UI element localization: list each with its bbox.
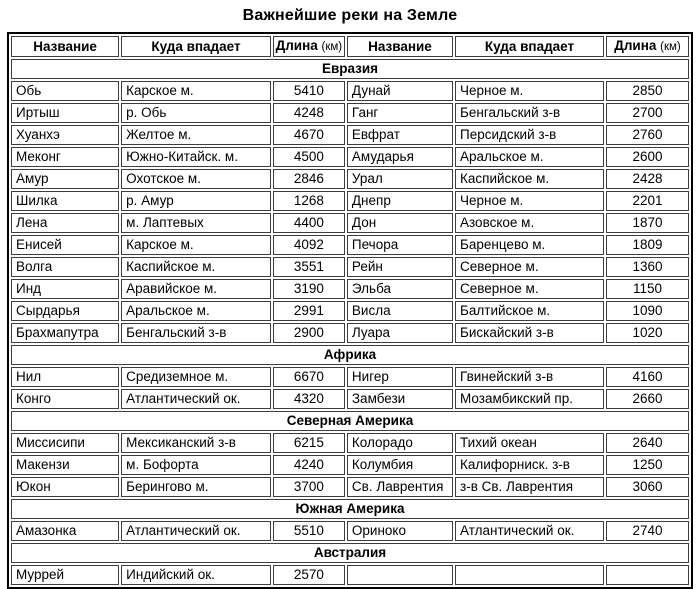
river-name-cell: Иртыш [11,103,119,123]
river-name-cell: Дунай [347,81,453,101]
river-name-cell [347,565,453,585]
river-dest-cell: р. Амур [121,191,271,211]
river-length-cell: 1150 [606,279,689,299]
header-length-left [273,36,345,57]
river-dest-cell: Карское м. [121,235,271,255]
section-header: Евразия [11,59,689,79]
river-name-cell: Рейн [347,257,453,277]
table-row [11,125,689,145]
river-dest-cell: Охотское м. [121,169,271,189]
river-length-cell: 4670 [273,125,345,145]
river-length-cell: 6215 [273,433,345,453]
river-name-cell: Дон [347,213,453,233]
river-length-cell: 4240 [273,455,345,475]
river-dest-cell [455,565,604,585]
river-dest-cell: Каспийское м. [455,169,604,189]
river-dest-cell: Северное м. [455,257,604,277]
river-length-cell: 2850 [606,81,689,101]
river-name-cell: Нил [11,367,119,387]
river-name-cell: Енисей [11,235,119,255]
section-header: Северная Америка [11,411,689,431]
river-length-cell: 2900 [273,323,345,343]
river-name-cell: Висла [347,301,453,321]
river-dest-cell: Атлантический ок. [455,521,604,541]
river-length-cell: 5410 [273,81,345,101]
river-name-cell: Хуанхэ [11,125,119,145]
river-length-cell: 1250 [606,455,689,475]
river-length-cell: 5510 [273,521,345,541]
river-length-cell: 4320 [273,389,345,409]
river-length-cell: 3551 [273,257,345,277]
table-row [11,169,689,189]
river-dest-cell: Северное м. [455,279,604,299]
river-name-cell: Замбези [347,389,453,409]
river-dest-cell: Индийский ок. [121,565,271,585]
river-name-cell: Нигер [347,367,453,387]
rivers-table [7,32,693,589]
river-name-cell: Шилка [11,191,119,211]
river-dest-cell: Мозамбикский пр. [455,389,604,409]
river-name-cell: Лена [11,213,119,233]
header-length-label: Длина [275,38,318,53]
header-length-right [606,36,689,57]
river-length-cell: 1809 [606,235,689,255]
section-header: Австралия [11,543,689,563]
river-dest-cell: р. Обь [121,103,271,123]
river-length-cell: 3700 [273,477,345,497]
river-dest-cell: м. Бофорта [121,455,271,475]
river-length-cell: 4248 [273,103,345,123]
page-title: Важнейшие реки на Земле [242,7,458,24]
table-row [11,301,689,321]
table-row [11,455,689,475]
table-row [11,235,689,255]
river-dest-cell: Калифорниск. з-в [455,455,604,475]
river-length-cell: 2570 [273,565,345,585]
table-row [11,477,689,497]
table-row [11,279,689,299]
river-length-cell: 2846 [273,169,345,189]
header-dest-right: Куда впадает [455,36,604,57]
river-dest-cell: Черное м. [455,81,604,101]
section-row [11,345,689,365]
river-name-cell: Печора [347,235,453,255]
table-row [11,213,689,233]
river-name-cell: Св. Лаврентия [347,477,453,497]
table-row [11,367,689,387]
river-length-cell: 4160 [606,367,689,387]
river-dest-cell: Аральское м. [455,147,604,167]
river-dest-cell: Желтое м. [121,125,271,145]
header-name-left: Название [11,36,119,57]
river-length-cell: 2991 [273,301,345,321]
river-dest-cell: Атлантический ок. [121,521,271,541]
river-dest-cell: м. Лаптевых [121,213,271,233]
river-name-cell: Ориноко [347,521,453,541]
section-header: Южная Америка [11,499,689,519]
river-length-cell: 3190 [273,279,345,299]
river-dest-cell: Азовское м. [455,213,604,233]
river-length-cell: 2660 [606,389,689,409]
river-dest-cell: Бискайский з-в [455,323,604,343]
header-name-right: Название [347,36,453,57]
table-row [11,389,689,409]
river-dest-cell: Средиземное м. [121,367,271,387]
river-dest-cell: Гвинейский з-в [455,367,604,387]
river-length-cell: 2201 [606,191,689,211]
river-name-cell: Обь [11,81,119,101]
river-dest-cell: Карское м. [121,81,271,101]
river-dest-cell: Балтийское м. [455,301,604,321]
river-length-cell [606,565,689,585]
river-name-cell: Эльба [347,279,453,299]
river-length-cell: 2640 [606,433,689,453]
section-header: Африка [11,345,689,365]
river-name-cell: Луара [347,323,453,343]
river-dest-cell: Аральское м. [121,301,271,321]
river-name-cell: Колорадо [347,433,453,453]
river-length-cell: 4500 [273,147,345,167]
river-dest-cell: Атлантический ок. [121,389,271,409]
river-name-cell: Евфрат [347,125,453,145]
table-row [11,565,689,585]
river-name-cell: Ганг [347,103,453,123]
river-name-cell: Инд [11,279,119,299]
river-length-cell: 1268 [273,191,345,211]
table-row [11,81,689,101]
header-length-unit: (км) [660,41,681,53]
river-length-cell: 1360 [606,257,689,277]
section-row [11,411,689,431]
table-row [11,433,689,453]
river-name-cell: Амударья [347,147,453,167]
river-name-cell: Амур [11,169,119,189]
river-name-cell: Юкон [11,477,119,497]
river-name-cell: Макензи [11,455,119,475]
river-name-cell: Амазонка [11,521,119,541]
river-length-cell: 2600 [606,147,689,167]
header-dest-left: Куда впадает [121,36,271,57]
river-length-cell: 3060 [606,477,689,497]
river-name-cell: Сырдарья [11,301,119,321]
river-name-cell: Миссисипи [11,433,119,453]
river-length-cell: 2428 [606,169,689,189]
river-length-cell: 2700 [606,103,689,123]
river-dest-cell: Каспийское м. [121,257,271,277]
river-dest-cell: Бенгальский з-в [455,103,604,123]
river-name-cell: Меконг [11,147,119,167]
river-dest-cell: Аравийское м. [121,279,271,299]
river-length-cell: 1090 [606,301,689,321]
table-row [11,103,689,123]
table-row [11,257,689,277]
table-header-row [11,36,689,57]
river-name-cell: Волга [11,257,119,277]
table-row [11,191,689,211]
river-name-cell: Муррей [11,565,119,585]
river-length-cell: 1020 [606,323,689,343]
header-length-label: Длина [614,38,657,53]
river-length-cell: 2760 [606,125,689,145]
table-row [11,323,689,343]
river-dest-cell: Мексиканский з-в [121,433,271,453]
river-length-cell: 6670 [273,367,345,387]
table-row [11,521,689,541]
table-row [11,147,689,167]
river-dest-cell: Персидский з-в [455,125,604,145]
river-name-cell: Урал [347,169,453,189]
river-length-cell: 4092 [273,235,345,255]
river-dest-cell: Берингово м. [121,477,271,497]
river-length-cell: 4400 [273,213,345,233]
river-dest-cell: Тихий океан [455,433,604,453]
section-row [11,543,689,563]
river-dest-cell: Баренцево м. [455,235,604,255]
river-name-cell: Днепр [347,191,453,211]
river-length-cell: 1870 [606,213,689,233]
section-row [11,59,689,79]
river-name-cell: Конго [11,389,119,409]
river-dest-cell: Южно-Китайск. м. [121,147,271,167]
river-length-cell: 2740 [606,521,689,541]
header-length-unit: (км) [321,41,343,53]
river-name-cell: Брахмапутра [11,323,119,343]
river-dest-cell: Черное м. [455,191,604,211]
river-dest-cell: Бенгальский з-в [121,323,271,343]
rivers-tbody [11,59,689,585]
river-dest-cell: з-в Св. Лаврентия [455,477,604,497]
river-name-cell: Колумбия [347,455,453,475]
section-row [11,499,689,519]
